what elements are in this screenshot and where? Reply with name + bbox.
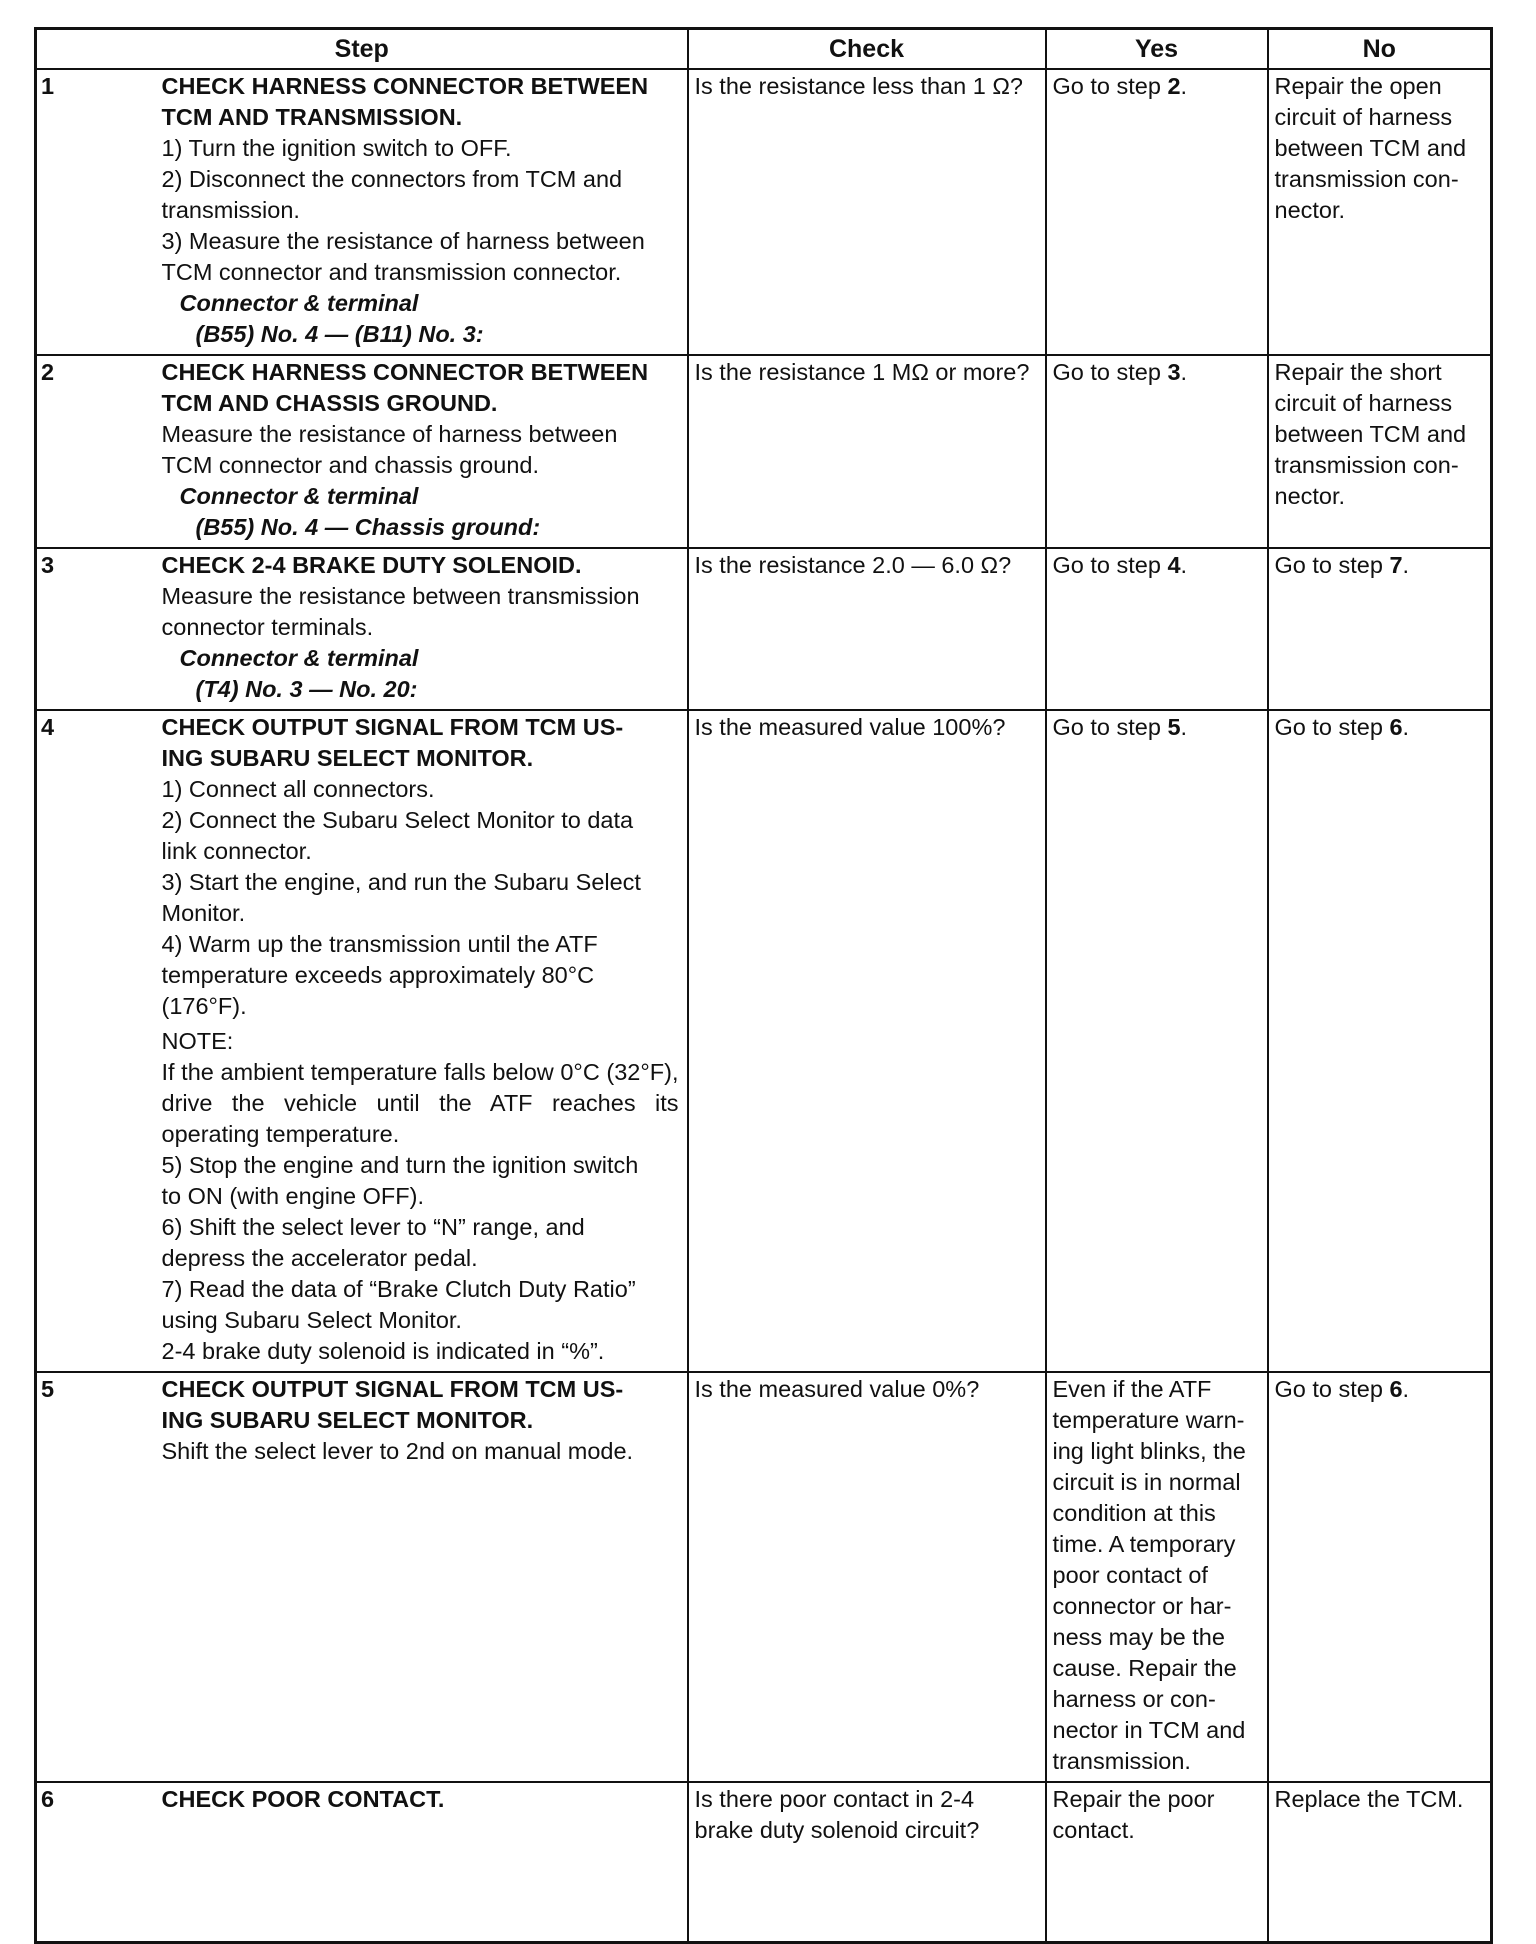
yes-step-ref: 4	[1167, 552, 1181, 578]
yes-cell	[1046, 1782, 1268, 1942]
no-cell: Replace the TCM.	[1268, 1782, 1492, 1942]
connector-terminal-value: (B55) No. 4 — (B11) No. 3:	[195, 321, 484, 347]
yes-line: condition at this	[1052, 1500, 1216, 1526]
step-description	[162, 1782, 688, 1942]
yes-step-ref: 5	[1167, 714, 1181, 740]
check-cell: Is the resistance 2.0 — 6.0 Ω?	[688, 548, 1046, 710]
step-line: TCM connector and transmission connector.	[161, 259, 622, 285]
no-text: Go to step	[1274, 552, 1390, 578]
step-line: TCM connector and chassis ground.	[161, 452, 539, 478]
yes-line: Repair the poor	[1052, 1786, 1215, 1812]
yes-suffix: .	[1180, 714, 1188, 740]
header-yes: Yes	[1046, 29, 1268, 70]
no-cell: Repair the open circuit of harness between TCM and transmission con-nector.	[1268, 69, 1492, 355]
step-line: using Subaru Select Monitor.	[161, 1307, 462, 1333]
connector-terminal-value: (T4) No. 3 — No. 20:	[195, 676, 418, 702]
no-cell: Repair the short circuit of harness between TCM and transmission con-nector.	[1268, 355, 1492, 548]
yes-line: transmission.	[1052, 1748, 1191, 1774]
step-line: Monitor.	[161, 900, 246, 926]
yes-suffix: .	[1180, 359, 1188, 385]
step-line: 4) Warm up the transmission until the ATF	[161, 931, 598, 957]
step-title: CHECK POOR CONTACT.	[161, 1786, 445, 1812]
header-no: No	[1268, 29, 1492, 70]
step-line: 3) Measure the resistance of harness between	[161, 228, 645, 254]
table-row	[36, 548, 1492, 710]
table-row	[36, 710, 1492, 1372]
no-step-ref: 6	[1389, 1376, 1403, 1402]
table-row	[36, 355, 1492, 548]
table-row	[36, 1782, 1492, 1942]
connector-terminal-label: Connector & terminal	[179, 483, 419, 509]
step-number: 3	[36, 548, 162, 710]
connector-terminal-label: Connector & terminal	[179, 290, 419, 316]
step-line: (176°F).	[161, 993, 247, 1019]
step-title: CHECK HARNESS CONNECTOR BETWEEN	[161, 359, 649, 385]
yes-suffix: .	[1180, 73, 1188, 99]
step-description	[162, 355, 688, 548]
yes-cell	[1046, 69, 1268, 355]
step-line: link connector.	[161, 838, 312, 864]
check-cell: Is the resistance less than 1 Ω?	[688, 69, 1046, 355]
check-cell: Is the resistance 1 MΩ or more?	[688, 355, 1046, 548]
diagnostic-table	[34, 27, 1493, 1944]
step-number: 4	[36, 710, 162, 1372]
check-cell: Is the measured value 100%?	[688, 710, 1046, 1372]
step-line: 1) Turn the ignition switch to OFF.	[161, 135, 512, 161]
no-suffix: .	[1402, 714, 1410, 740]
step-line: Measure the resistance of harness between	[161, 421, 618, 447]
yes-line: circuit is in normal	[1052, 1469, 1241, 1495]
yes-line: cause. Repair the	[1052, 1655, 1237, 1681]
yes-text: Go to step	[1052, 552, 1168, 578]
yes-line: time. A temporary	[1052, 1531, 1236, 1557]
check-line: brake duty solenoid circuit?	[694, 1817, 980, 1843]
step-title: CHECK 2-4 BRAKE DUTY SOLENOID.	[161, 552, 582, 578]
step-line: Measure the resistance between transmission	[161, 583, 640, 609]
step-line: 7) Read the data of “Brake Clutch Duty Ratio”	[161, 1276, 636, 1302]
yes-text: Go to step	[1052, 73, 1168, 99]
step-line: to ON (with engine OFF).	[161, 1183, 424, 1209]
yes-step-ref: 3	[1167, 359, 1181, 385]
connector-terminal-label: Connector & terminal	[179, 645, 419, 671]
yes-line: connector or har-	[1052, 1593, 1232, 1619]
step-line: 2) Connect the Subaru Select Monitor to data	[161, 807, 634, 833]
step-title: CHECK HARNESS CONNECTOR BETWEEN	[161, 73, 649, 99]
yes-line: harness or con-	[1052, 1686, 1216, 1712]
yes-step-ref: 2	[1167, 73, 1181, 99]
no-step-ref: 6	[1389, 714, 1403, 740]
step-number: 5	[36, 1372, 162, 1782]
step-line: 2) Disconnect the connectors from TCM and	[161, 166, 623, 192]
yes-line: ing light blinks, the	[1052, 1438, 1246, 1464]
check-line: Is there poor contact in 2-4	[694, 1786, 975, 1812]
step-title: CHECK OUTPUT SIGNAL FROM TCM US-	[161, 714, 624, 740]
no-text: Go to step	[1274, 1376, 1390, 1402]
step-title: TCM AND CHASSIS GROUND.	[161, 390, 498, 416]
check-cell: Is the measured value 0%?	[688, 1372, 1046, 1782]
step-title: ING SUBARU SELECT MONITOR.	[161, 1407, 534, 1433]
no-cell	[1268, 710, 1492, 1372]
step-line: depress the accelerator pedal.	[161, 1245, 478, 1271]
step-title: TCM AND TRANSMISSION.	[161, 104, 463, 130]
step-line: Shift the select lever to 2nd on manual mode.	[161, 1438, 634, 1464]
table-row	[36, 69, 1492, 355]
no-suffix: .	[1402, 552, 1410, 578]
step-line: 2-4 brake duty solenoid is indicated in “%”.	[161, 1338, 605, 1364]
note-label: NOTE:	[161, 1028, 234, 1054]
yes-line: ness may be the	[1052, 1624, 1225, 1650]
yes-line: nector in TCM and	[1052, 1717, 1246, 1743]
no-step-ref: 7	[1389, 552, 1403, 578]
step-line: 1) Connect all connectors.	[161, 776, 435, 802]
step-number: 2	[36, 355, 162, 548]
check-cell	[688, 1782, 1046, 1942]
table-row	[36, 1372, 1492, 1782]
step-description	[162, 710, 688, 1372]
step-line: temperature exceeds approximately 80°C	[161, 962, 595, 988]
yes-line: Even if the ATF	[1052, 1376, 1212, 1402]
no-cell	[1268, 548, 1492, 710]
step-description	[162, 69, 688, 355]
yes-cell	[1046, 355, 1268, 548]
yes-text: Go to step	[1052, 359, 1168, 385]
step-line: 3) Start the engine, and run the Subaru Select	[161, 869, 641, 895]
yes-suffix: .	[1180, 552, 1188, 578]
step-line: connector terminals.	[161, 614, 374, 640]
step-line: 6) Shift the select lever to “N” range, and	[161, 1214, 585, 1240]
yes-cell	[1046, 1372, 1268, 1782]
step-title: CHECK OUTPUT SIGNAL FROM TCM US-	[161, 1376, 624, 1402]
yes-cell	[1046, 710, 1268, 1372]
step-line: 5) Stop the engine and turn the ignition switch	[161, 1152, 639, 1178]
step-title: ING SUBARU SELECT MONITOR.	[161, 745, 534, 771]
no-text: Go to step	[1274, 714, 1390, 740]
step-line: transmission.	[161, 197, 300, 223]
header-row	[36, 29, 1492, 70]
step-number: 1	[36, 69, 162, 355]
note-text: If the ambient temperature falls below 0°C (32°F), drive the vehicle until the ATF reaches its operating temperature.	[161, 1059, 679, 1147]
yes-line: poor contact of	[1052, 1562, 1208, 1588]
step-number: 6	[36, 1782, 162, 1942]
header-check: Check	[688, 29, 1046, 70]
yes-text: Go to step	[1052, 714, 1168, 740]
yes-line: contact.	[1052, 1817, 1135, 1843]
connector-terminal-value: (B55) No. 4 — Chassis ground:	[195, 514, 541, 540]
step-description	[162, 1372, 688, 1782]
yes-line: temperature warn-	[1052, 1407, 1245, 1433]
yes-cell	[1046, 548, 1268, 710]
no-suffix: .	[1402, 1376, 1410, 1402]
step-description	[162, 548, 688, 710]
no-cell	[1268, 1372, 1492, 1782]
header-step: Step	[36, 29, 688, 70]
